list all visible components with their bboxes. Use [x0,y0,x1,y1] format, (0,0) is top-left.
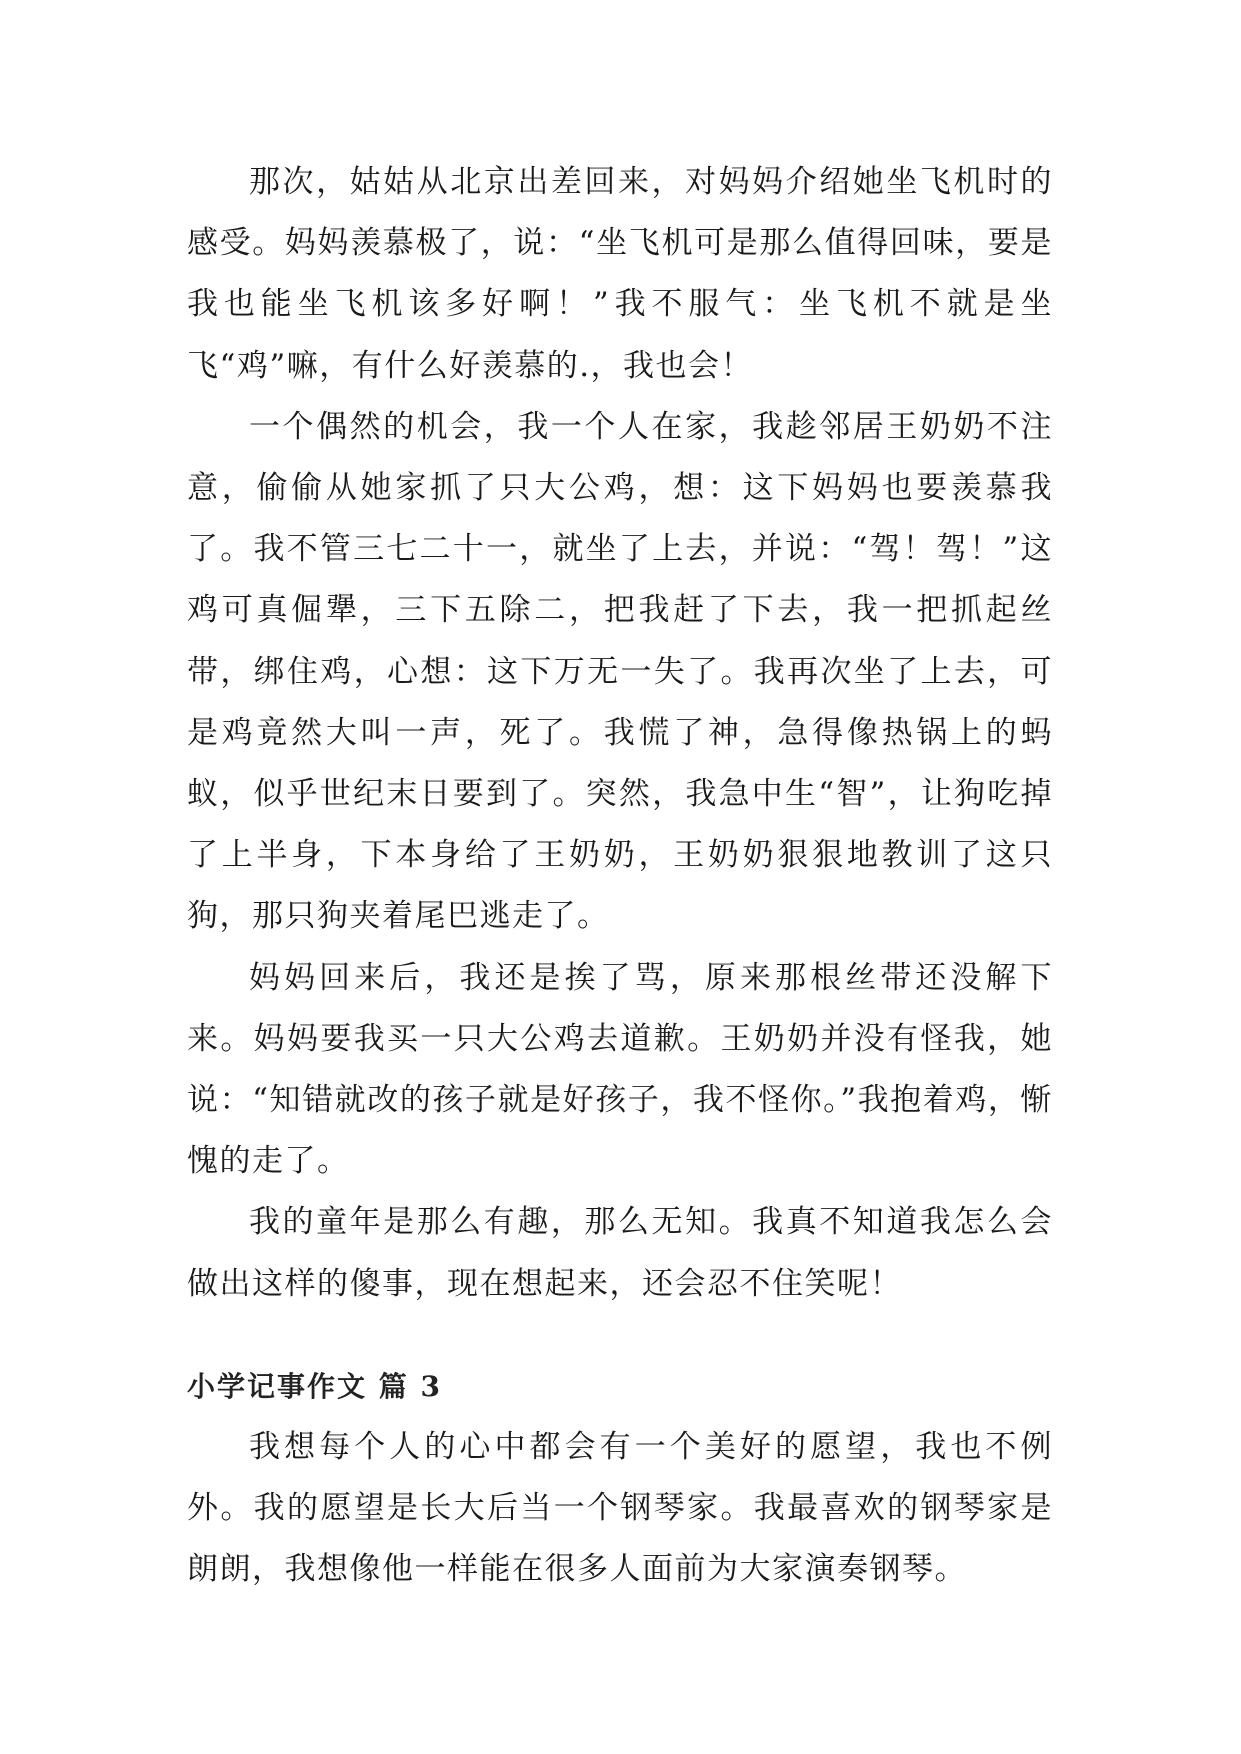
paragraph-plane-story: 那次，姑姑从北京出差回来，对妈妈介绍她坐飞机时的感受。妈妈羡慕极了，说：“坐飞机可是那么值得回味，要是我也能坐飞机该多好啊！”我不服气：坐飞机不就是坐飞“鸡”嘛，有什么好羡慕的.，我也会！ [187,164,1053,384]
paragraph-piano-wish: 我想每个人的心中都会有一个美好的愿望，我也不例外。我的愿望是长大后当一个钢琴家。我最喜欢的钢琴家是朗朗，我想像他一样能在很多人面前为大家演奏钢琴。 [187,1429,1053,1588]
paragraph-chicken-ride: 一个偶然的机会，我一个人在家，我趁邻居王奶奶不注意，偷偷从她家抓了只大公鸡，想：这下妈妈也要羡慕我了。我不管三七二十一，就坐了上去，并说：“驾！驾！”这鸡可真倔犟，三下五除二，把我赶了下去，我一把抓起丝带，绑住鸡，心想：这下万无一失了。我再次坐了上去，可是鸡竟然大叫一声，死了。我慌了神，急得像热锅上的蚂蚁，似乎世纪末日要到了。突然，我急中生“智”，让狗吃掉了上半身，下本身给了王奶奶，王奶奶狠狠地教训了这只狗，那只狗夹着尾巴逃走了。 [187,408,1053,935]
paragraph-reflection: 我的童年是那么有趣，那么无知。我真不知道我怎么会做出这样的傻事，现在想起来，还会忍不住笑呢！ [187,1204,1053,1302]
document-body [187,152,1053,1601]
paragraph-apology: 妈妈回来后，我还是挨了骂，原来那根丝带还没解下来。妈妈要我买一只大公鸡去道歉。王奶奶并没有怪我，她说：“知错就改的孩子就是好孩子，我不怪你。”我抱着鸡，惭愧的走了。 [187,959,1053,1180]
section-heading: 小学记事作文 篇 3 [187,1369,442,1403]
